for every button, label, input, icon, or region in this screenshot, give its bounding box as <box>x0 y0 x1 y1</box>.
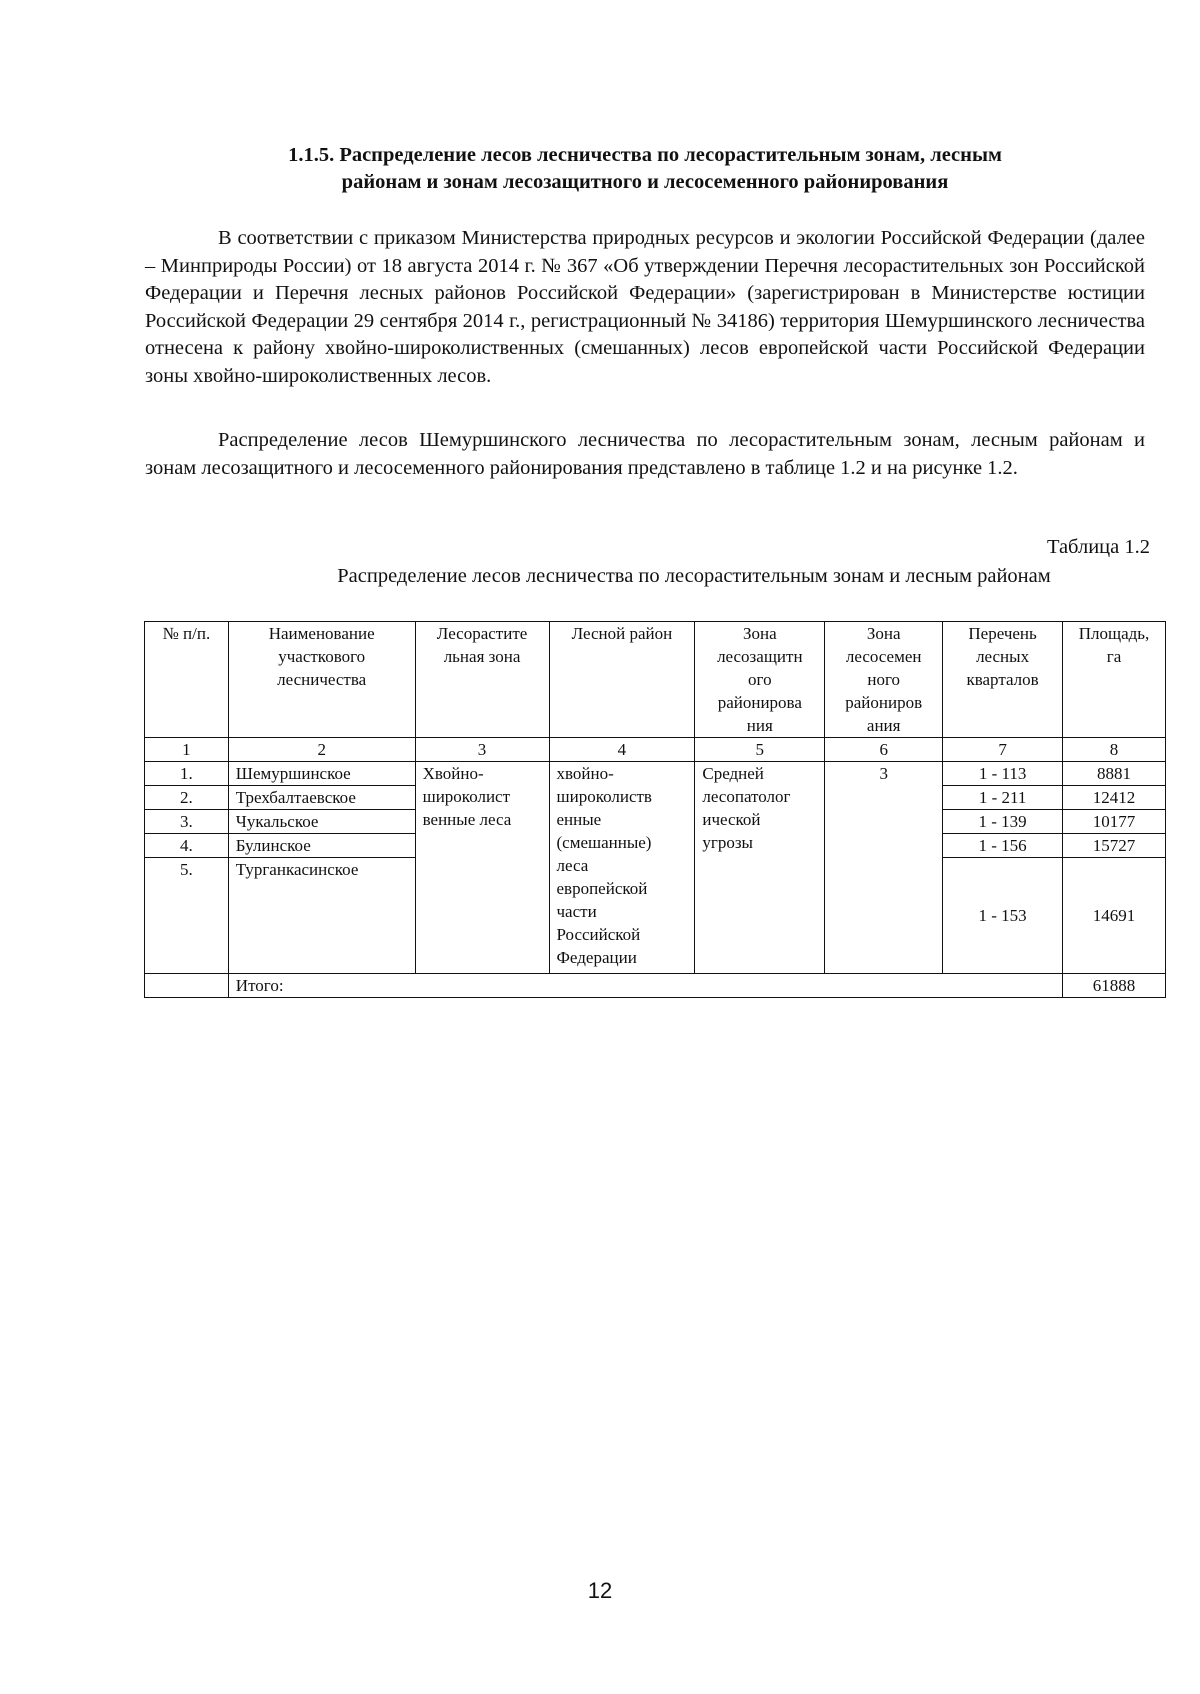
table-total-row <box>145 974 1166 998</box>
column-number: 2 <box>228 738 415 762</box>
row-number: 2. <box>145 786 229 810</box>
header-cell <box>228 622 415 738</box>
column-number: 4 <box>549 738 695 762</box>
section-heading-line-1: 1.1.5. Распределение лесов лесничества по лесорастительным зонам, лесным <box>288 144 1002 166</box>
column-number-row <box>145 738 1166 762</box>
column-number: 5 <box>695 738 825 762</box>
forest-district <box>549 762 695 974</box>
forestry-name: Шемуршинское <box>228 762 415 786</box>
quarters-range: 1 - 211 <box>943 786 1063 810</box>
quarters-range: 1 - 113 <box>943 762 1063 786</box>
forestry-name: Булинское <box>228 834 415 858</box>
area-value: 12412 <box>1063 786 1166 810</box>
column-number: 1 <box>145 738 229 762</box>
header-cell <box>943 622 1063 738</box>
row-number: 4. <box>145 834 229 858</box>
total-area: 61888 <box>1063 974 1166 998</box>
header-label: Зона лесосемен ного райониров ания <box>845 624 923 735</box>
header-label: Наименование участкового лесничества <box>268 624 375 689</box>
area-value: 15727 <box>1063 834 1166 858</box>
header-label: № п/п. <box>162 624 211 643</box>
page-number: 12 <box>587 1578 613 1603</box>
header-label: Лесорастите льная зона <box>436 624 528 666</box>
total-label: Итого: <box>228 974 1062 998</box>
table-title: Распределение лесов лесничества по лесорастительным зонам и лесным районам <box>337 565 1051 587</box>
row-number: 5. <box>145 858 229 974</box>
header-label: Лесной район <box>571 624 673 643</box>
column-number: 6 <box>825 738 943 762</box>
forest-district-label: хвойно- широколиств енные (смешанные) леса европейской части Российской Федерации <box>556 764 652 967</box>
row-number: 1. <box>145 762 229 786</box>
table-number-label: Таблица 1.2 <box>1046 536 1150 558</box>
header-cell <box>1063 622 1166 738</box>
quarters-range: 1 - 156 <box>943 834 1063 858</box>
forestry-name: Трехбалтаевское <box>228 786 415 810</box>
row-number: 3. <box>145 810 229 834</box>
body-paragraph-1: В соответствии с приказом Министерства природных ресурсов и экологии Российской Федерации (далее – Минприроды России) от 18 августа 2014 г. № 367 «Об утверждении Перечня лесорастительных зон Российской Федерации и Перечня лесных районов Российской Федерации» (зарегистрирован в Министерстве юстиции Российской Федерации 29 сентября 2014 г., регистрационный № 34186) территория Шемуршинского лесничества отнесена к району хвойно-широколиственных (смешанных) лесов европейской части Российской Федерации зоны хвойно-широколиственных лесов. <box>145 227 1145 387</box>
column-number: 8 <box>1063 738 1166 762</box>
header-cell <box>549 622 695 738</box>
section-heading-line-2: районам и зонам лесозащитного и лесосеменного районирования <box>341 171 949 193</box>
header-cell <box>825 622 943 738</box>
forest-distribution-table <box>144 621 1166 998</box>
table-header-row <box>145 622 1166 738</box>
vegetation-zone-label: Хвойно- широколист венные леса <box>422 764 512 829</box>
quarters-range: 1 - 139 <box>943 810 1063 834</box>
total-blank-cell <box>145 974 229 998</box>
table-row <box>145 762 1166 786</box>
area-value: 10177 <box>1063 810 1166 834</box>
header-cell <box>415 622 549 738</box>
header-cell <box>145 622 229 738</box>
area-value: 8881 <box>1063 762 1166 786</box>
protection-zone <box>695 762 825 974</box>
area-value: 14691 <box>1063 858 1166 974</box>
header-label: Зона лесозащитн ого районирова ния <box>717 624 803 735</box>
vegetation-zone <box>415 762 549 974</box>
seed-zone: 3 <box>825 762 943 974</box>
column-number: 7 <box>943 738 1063 762</box>
forestry-name: Турганкасинское <box>228 858 415 974</box>
quarters-range: 1 - 153 <box>943 858 1063 974</box>
forestry-name: Чукальское <box>228 810 415 834</box>
protection-zone-label: Средней лесопатолог ической угрозы <box>702 764 791 852</box>
body-paragraph-2: Распределение лесов Шемуршинского лесничества по лесорастительным зонам, лесным районам и зонам лесозащитного и лесосеменного районирования представлено в таблице 1.2 и на рисунке 1.2. <box>145 429 1145 479</box>
header-label: Площадь, га <box>1078 624 1150 666</box>
column-number: 3 <box>415 738 549 762</box>
header-label: Перечень лесных кварталов <box>966 624 1039 689</box>
header-cell <box>695 622 825 738</box>
